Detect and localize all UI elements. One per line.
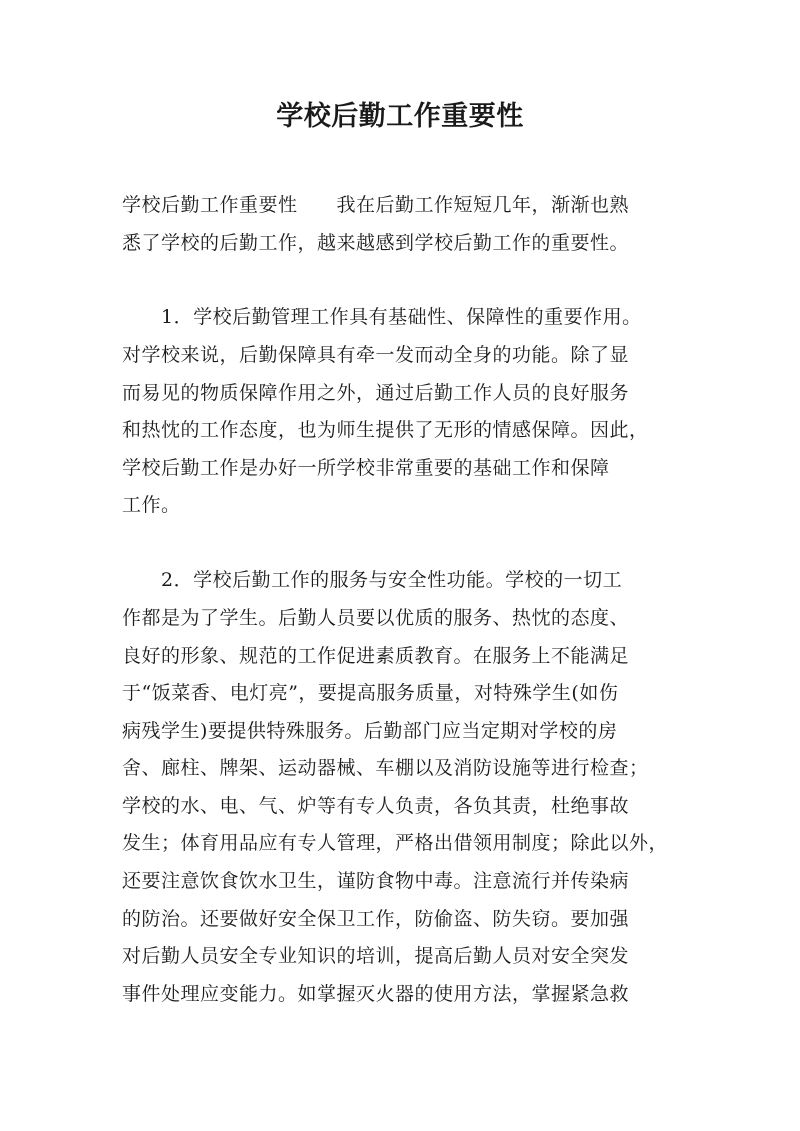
section-2-line-7: 学校的水、电、气、炉等有专人负责，各负其责，杜绝事故 — [122, 795, 630, 817]
section-1-line-6: 工作。 — [122, 494, 181, 516]
section-1-line-2: 对学校来说，后勤保障具有牵一发而动全身的功能。除了显 — [122, 344, 630, 366]
section-2-line-9: 还要注意饮食饮水卫生，谨防食物中毒。注意流行并传染病 — [122, 870, 630, 892]
intro-line-1: 学校后勤工作重要性 我在后勤工作短短几年，渐渐也熟 — [122, 194, 630, 216]
section-2-line-5: 病残学生)要提供特殊服务。后勤部门应当定期对学校的房 — [122, 720, 618, 742]
section-2-line-3: 良好的形象、规范的工作促进素质教育。在服务上不能满足 — [122, 645, 630, 667]
section-1-line-1: 1．学校后勤管理工作具有基础性、保障性的重要作用。 — [122, 306, 642, 328]
section-1-line-5: 学校后勤工作是办好一所学校非常重要的基础工作和保障 — [122, 457, 610, 479]
section-2-line-1: 2．学校后勤工作的服务与安全性功能。学校的一切工 — [122, 569, 623, 591]
section-2-line-11: 对后勤人员安全专业知识的培训，提高后勤人员对安全突发 — [122, 945, 630, 967]
section-2-line-10: 的防治。还要做好安全保卫工作，防偷盗、防失窃。要加强 — [122, 908, 630, 930]
section-2-line-4: 于“饭菜香、电灯亮”，要提高服务质量，对特殊学生(如伤 — [122, 682, 619, 704]
section-2-line-8: 发生；体育用品应有专人管理，严格出借领用制度；除此以外， — [122, 832, 669, 854]
section-1-line-4: 和热忱的工作态度，也为师生提供了无形的情感保障。因此， — [122, 419, 649, 441]
section-1-line-3: 而易见的物质保障作用之外，通过后勤工作人员的良好服务 — [122, 382, 630, 404]
section-2-line-6: 舍、廊柱、牌架、运动器械、车棚以及消防设施等进行检查； — [122, 757, 649, 779]
section-2-line-2: 作都是为了学生。后勤人员要以优质的服务、热忱的态度、 — [122, 607, 630, 629]
section-2-line-12: 事件处理应变能力。如掌握灭火器的使用方法，掌握紧急救 — [122, 983, 630, 1005]
document-title: 学校后勤工作重要性 — [276, 101, 524, 132]
intro-line-2: 悉了学校的后勤工作，越来越感到学校后勤工作的重要性。 — [122, 232, 630, 254]
